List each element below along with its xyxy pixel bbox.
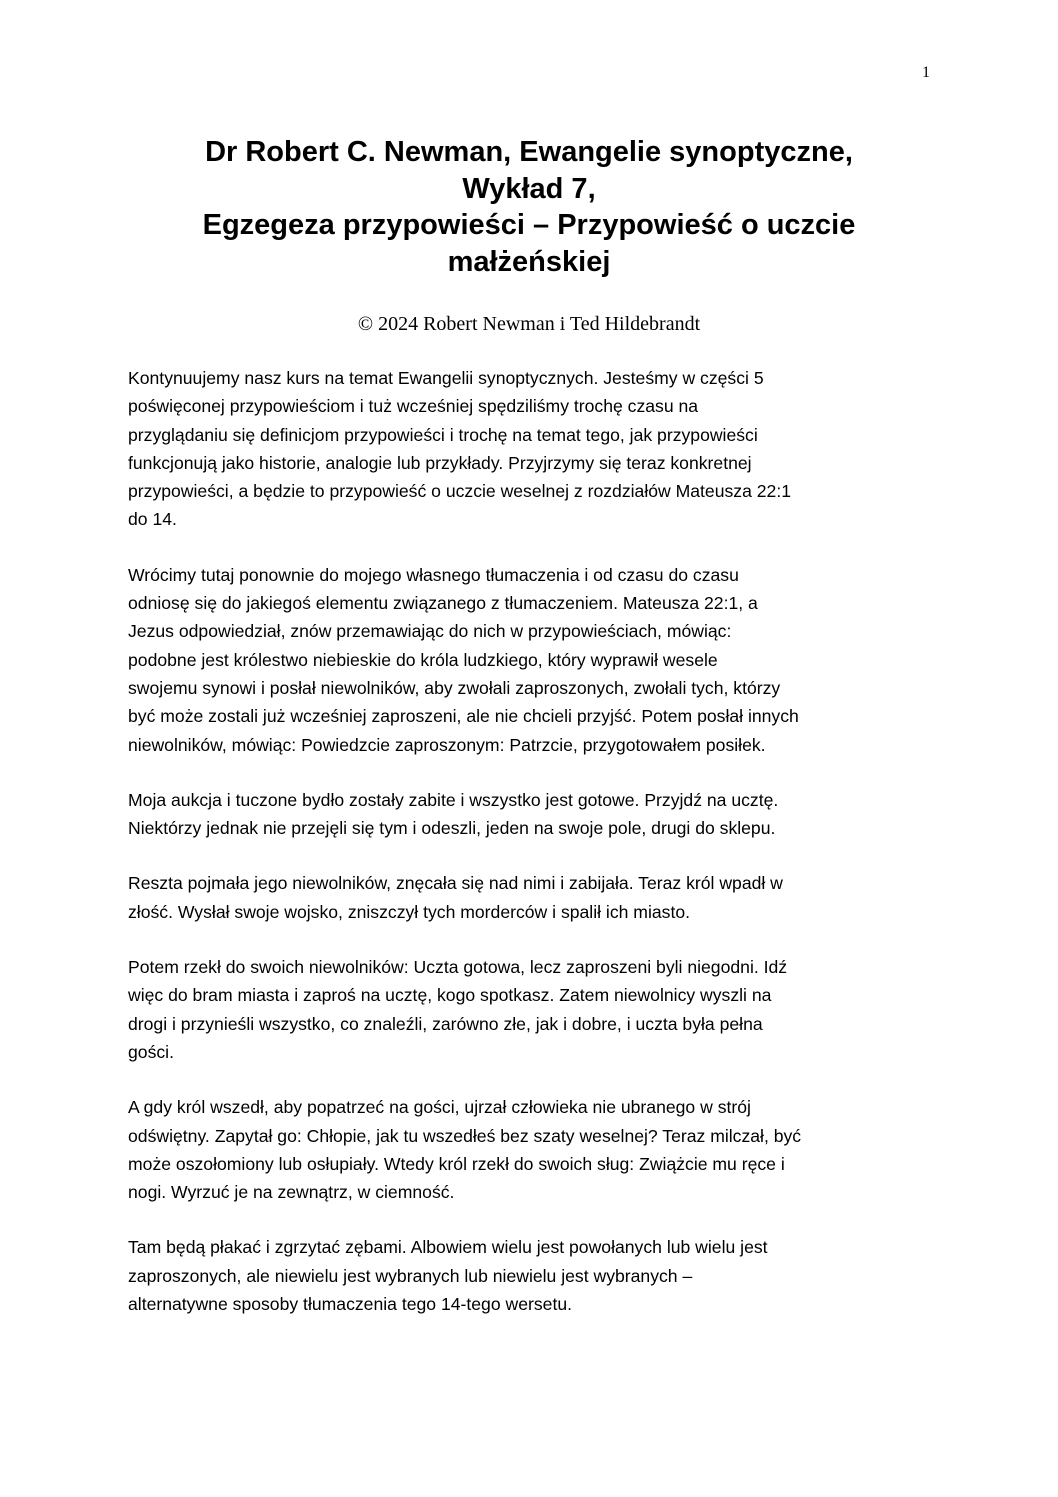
- paragraph: [128, 561, 933, 759]
- text-line: poświęconej przypowieściom i tuż wcześniej spędziliśmy trochę czasu na: [128, 396, 699, 417]
- text-line: przyglądaniu się definicjom przypowieści i trochę na temat tego, jak przypowieści: [128, 424, 758, 445]
- text-line: więc do bram miasta i zaproś na ucztę, kogo spotkasz. Zatem niewolnicy wyszli na: [128, 985, 772, 1006]
- text-line: Moja aukcja i tuczone bydło zostały zabite i wszystko jest gotowe. Przyjdź na ucztę.: [128, 789, 779, 810]
- text-line: odniosę się do jakiegoś elementu związanego z tłumaczeniem. Mateusza 22:1, a: [128, 593, 758, 614]
- text-line: przypowieści, a będzie to przypowieść o uczcie weselnej z rozdziałów Mateusza 22:1: [128, 481, 792, 502]
- text-line: drogi i przynieśli wszystko, co znaleźli, zarówno złe, jak i dobre, i uczta była pełna: [128, 1013, 763, 1034]
- text-line: Tam będą płakać i zgrzytać zębami. Albowiem wielu jest powołanych lub wielu jest: [128, 1237, 768, 1258]
- text-line: alternatywne sposoby tłumaczenia tego 14-tego wersetu.: [128, 1294, 573, 1315]
- text-line: do 14.: [128, 509, 177, 530]
- paragraph: [128, 1093, 933, 1206]
- paragraph: [128, 364, 933, 534]
- title-line: Egzegeza przypowieści – Przypowieść o uczcie: [202, 209, 856, 241]
- text-line: Reszta pojmała jego niewolników, znęcała się nad nimi i zabijała. Teraz król wpadł w: [128, 873, 783, 894]
- paragraph: [128, 1233, 933, 1318]
- title-line: małżeńskiej: [447, 245, 611, 278]
- text-line: Wrócimy tutaj ponownie do mojego własnego tłumaczenia i od czasu do czasu: [128, 564, 739, 585]
- text-line: nogi. Wyrzuć je na zewnątrz, w ciemność.: [128, 1182, 455, 1203]
- paragraph: [128, 786, 933, 843]
- text-line: gości.: [128, 1041, 174, 1062]
- text-line: może oszołomiony lub osłupiały. Wtedy król rzekł do swoich sług: Zwiążcie mu ręce i: [128, 1153, 785, 1174]
- text-line: zaproszonych, ale niewielu jest wybranych lub niewielu jest wybranych –: [128, 1265, 693, 1286]
- text-line: złość. Wysłał swoje wojsko, zniszczył tych morderców i spalił ich miasto.: [128, 901, 691, 922]
- text-line: A gdy król wszedł, aby popatrzeć na gości, ujrzał człowieka nie ubranego w strój: [128, 1097, 751, 1118]
- text-line: Jezus odpowiedział, znów przemawiając do nich w przypowieściach, mówiąc:: [128, 621, 732, 642]
- paragraph: [128, 869, 933, 926]
- paragraph: [128, 953, 933, 1066]
- document-body: [128, 364, 933, 1345]
- text-line: Kontynuujemy nasz kurs na temat Ewangelii synoptycznych. Jesteśmy w części 5: [128, 368, 764, 388]
- text-line: odświętny. Zapytał go: Chłopie, jak tu wszedłeś bez szaty weselnej? Teraz milczał, być: [128, 1125, 802, 1146]
- text-line: podobne jest królestwo niebieskie do króla ludzkiego, który wyprawił wesele: [128, 649, 718, 670]
- text-line: swojemu synowi i posłał niewolników, aby zwołali zaproszonych, zwołali tych, którzy: [128, 677, 781, 698]
- page-number: 1: [922, 64, 930, 81]
- text-line: Potem rzekł do swoich niewolników: Uczta gotowa, lecz zaproszeni byli niegodni. Idź: [128, 957, 788, 978]
- copyright-notice: © 2024 Robert Newman i Ted Hildebrandt: [357, 313, 701, 335]
- title-line: Dr Robert C. Newman, Ewangelie synoptyczne,: [205, 136, 853, 168]
- document-title: [128, 134, 930, 280]
- text-line: Niektórzy jednak nie przejęli się tym i odeszli, jeden na swoje pole, drugi do sklepu.: [128, 818, 776, 839]
- text-line: funkcjonują jako historie, analogie lub przykłady. Przyjrzymy się teraz konkretnej: [128, 452, 752, 473]
- title-line: Wykład 7,: [462, 172, 596, 205]
- text-line: być może zostali już wcześniej zaproszeni, ale nie chcieli przyjść. Potem posłał innych: [128, 706, 799, 727]
- text-line: niewolników, mówiąc: Powiedzcie zaproszonym: Patrzcie, przygotowałem posiłek.: [128, 734, 766, 755]
